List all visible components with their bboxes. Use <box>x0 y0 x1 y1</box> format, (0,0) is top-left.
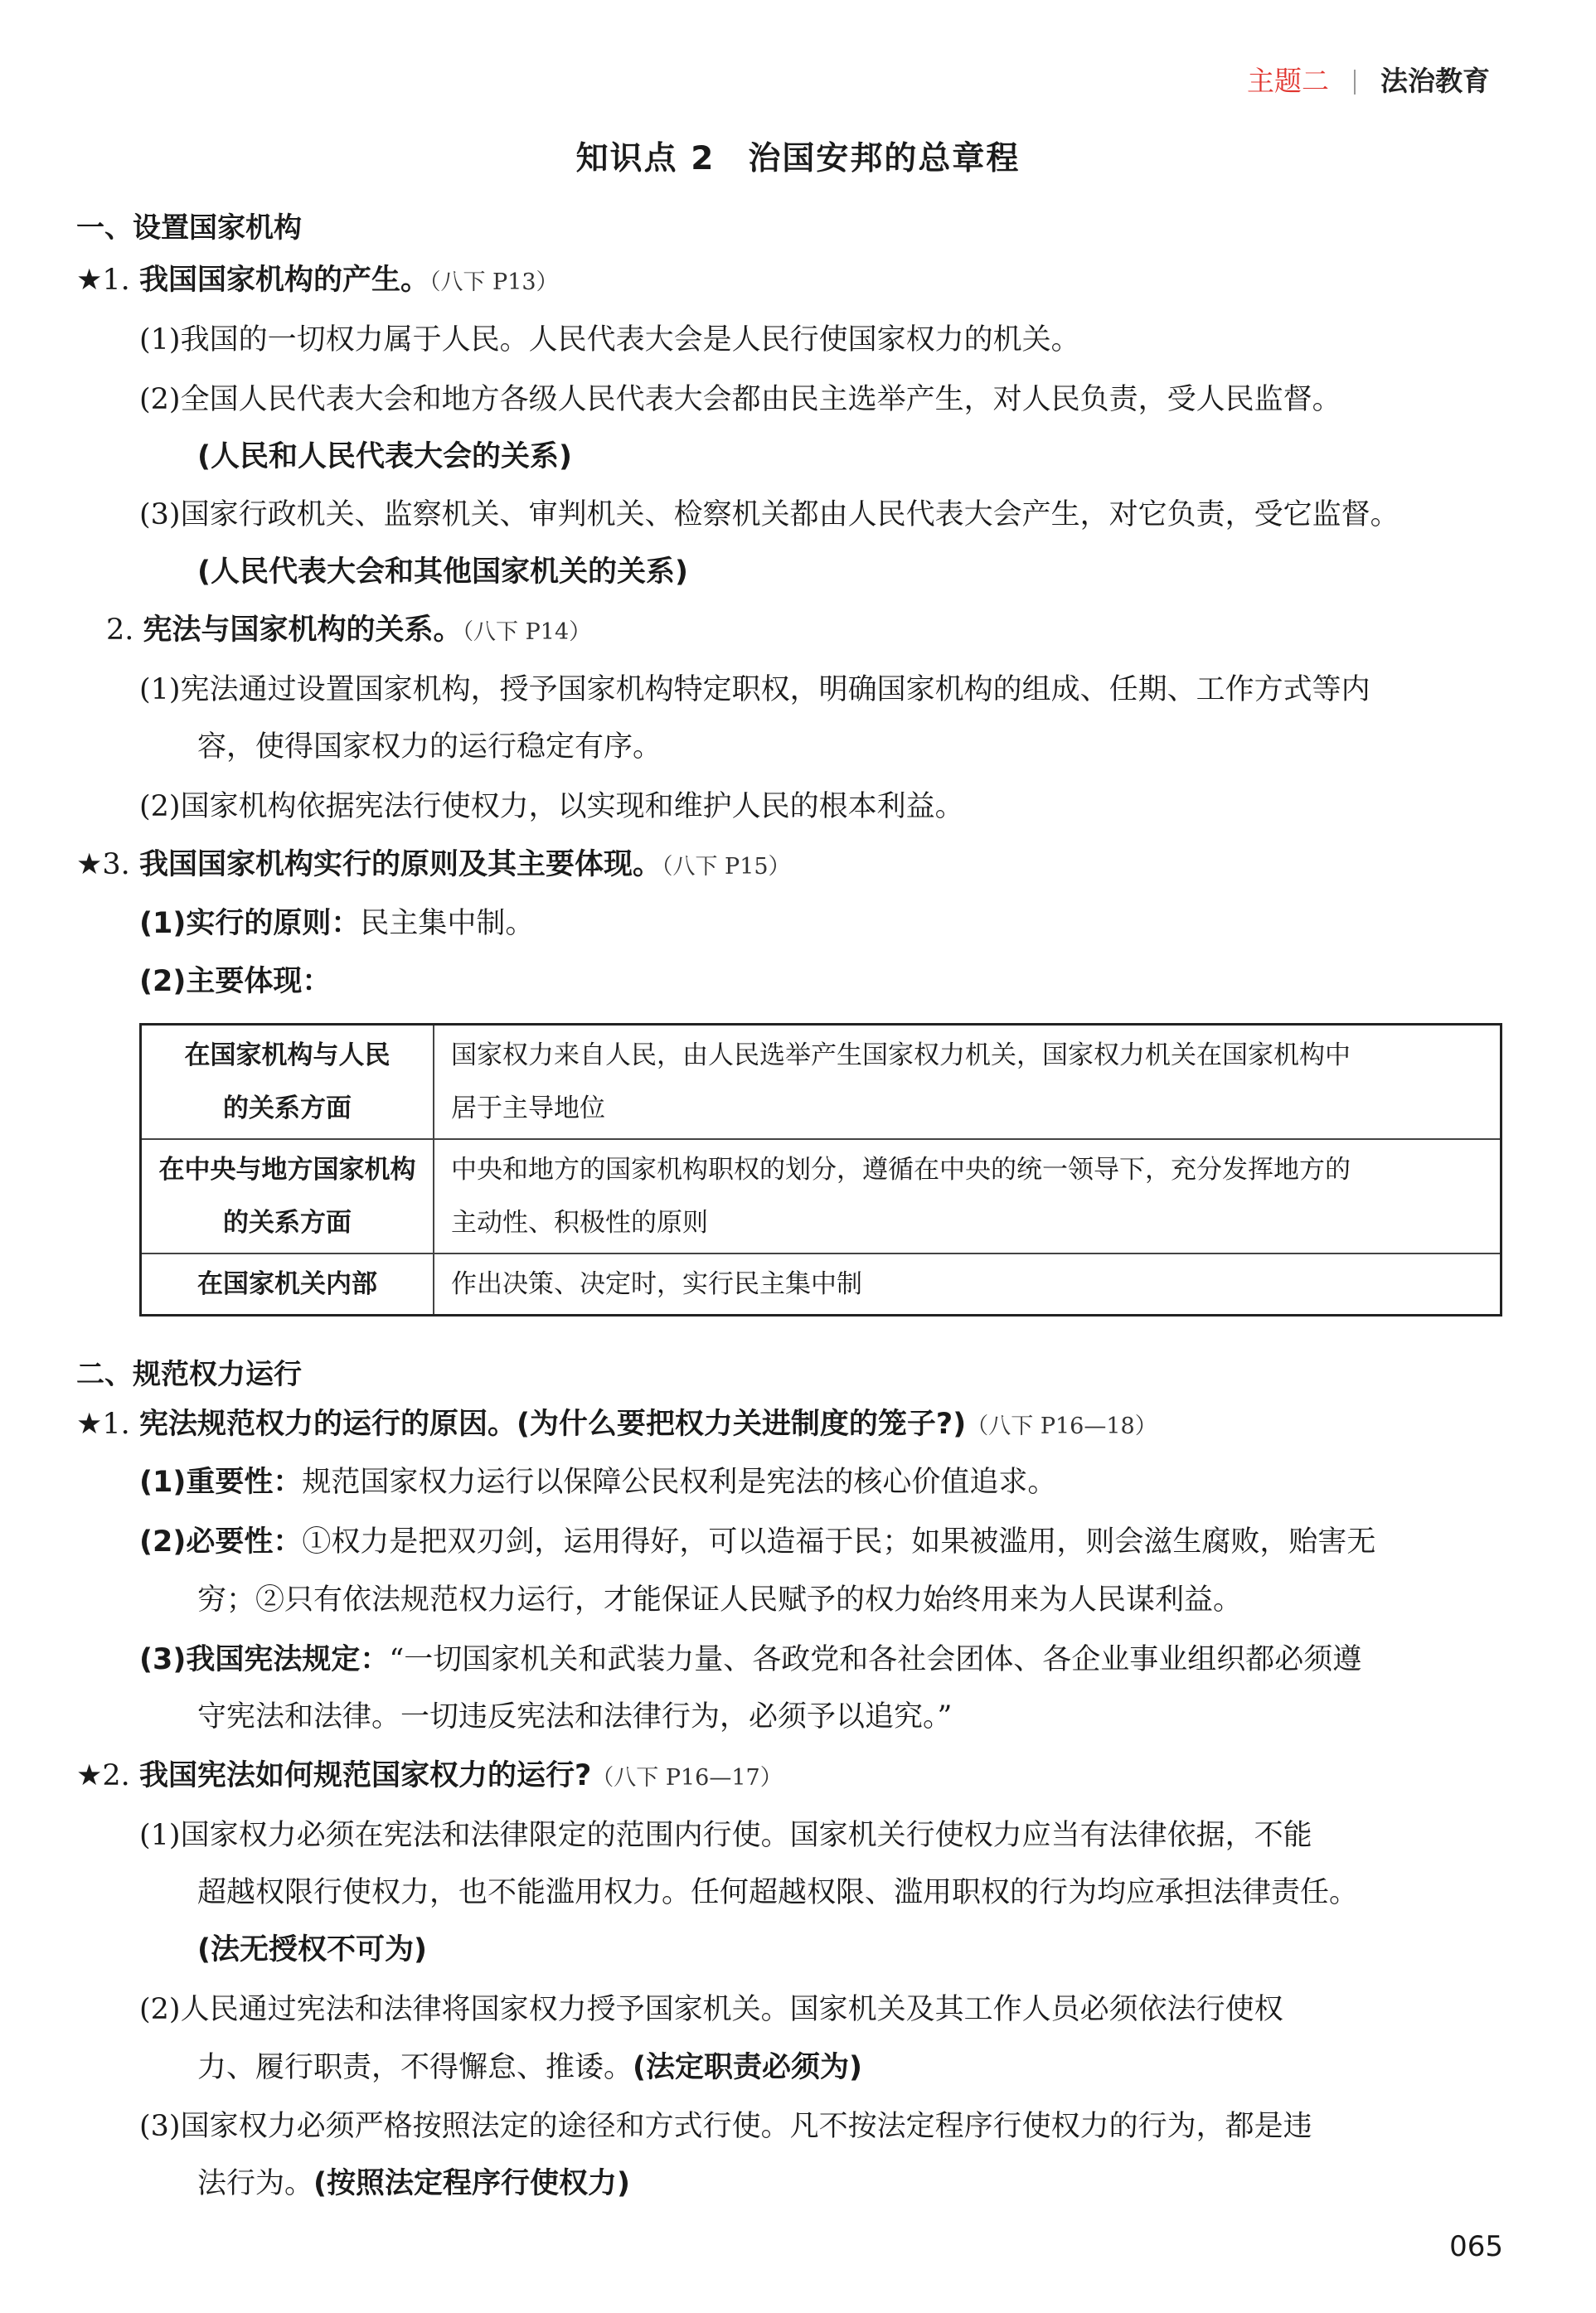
table-row <box>141 1139 1501 1253</box>
point-1-1-2: (2)全国人民代表大会和地方各级人民代表大会都由民主选举产生，对人民负责，受人民监督。 <box>139 383 1341 416</box>
point-2-2-2b: 力、履行职责，不得懈怠、推诿。(法定职责必须为) <box>197 2051 863 2084</box>
table-row-header: 在国家机关内部 <box>141 1253 434 1316</box>
table-row-header: 在中央与地方国家机构 的关系方面 <box>141 1139 434 1253</box>
point-1-2-1a: (1)宪法通过设置国家机构，授予国家机构特定职权，明确国家机构的组成、任期、工作方式等内 <box>139 673 1370 706</box>
table-cell: 作出决策、决定时，实行民主集中制 <box>434 1253 1501 1316</box>
table-row <box>141 1253 1501 1316</box>
question-1-2: 2. 宪法与国家机构的关系。（八下 P14） <box>106 613 592 647</box>
point-2-1-2a: (2)必要性：①权力是把双刃剑，运用得好，可以造福于民；如果被滥用，则会滋生腐败，贻害无 <box>139 1525 1376 1559</box>
question-1-3: ★3. 我国国家机构实行的原则及其主要体现。（八下 P15） <box>76 848 791 881</box>
point-1-3-1: (1)实行的原则：民主集中制。 <box>139 907 535 940</box>
point-1-2-1b: 容，使得国家权力的运行稳定有序。 <box>197 730 662 764</box>
question-2-1: ★1. 宪法规范权力的运行的原因。(为什么要把权力关进制度的笼子?)（八下 P16—18） <box>76 1408 1157 1441</box>
note-1-1-3: (人民代表大会和其他国家机关的关系) <box>197 555 688 589</box>
point-1-1-3: (3)国家行政机关、监察机关、审判机关、检察机关都由人民代表大会产生，对它负责，受它监督。 <box>139 498 1400 531</box>
table-row-header: 在国家机构与人民 的关系方面 <box>141 1025 434 1140</box>
point-2-1-2b: 穷；②只有依法规范权力运行，才能保证人民赋予的权力始终用来为人民谋利益。 <box>197 1583 1243 1617</box>
section-heading-1: 一、设置国家机构 <box>76 211 302 245</box>
running-header <box>1247 60 1490 99</box>
header-subject: 法治教育 <box>1380 65 1490 97</box>
point-2-1-3b: 守宪法和法律。一切违反宪法和法律行为，必须予以追究。” <box>197 1700 953 1734</box>
page-number: 065 <box>1449 2230 1503 2263</box>
point-2-1-1: (1)重要性：规范国家权力运行以保障公民权利是宪法的核心价值追求。 <box>139 1466 1057 1499</box>
header-divider <box>1354 70 1356 95</box>
point-2-2-3b: 法行为。(按照法定程序行使权力) <box>197 2167 631 2200</box>
embodiment-table <box>139 1023 1502 1317</box>
table-row <box>141 1025 1501 1140</box>
point-1-3-2: (2)主要体现： <box>139 965 332 998</box>
point-1-1-1: (1)我国的一切权力属于人民。人民代表大会是人民行使国家权力的机关。 <box>139 323 1080 356</box>
question-2-2: ★2. 我国宪法如何规范国家权力的运行?（八下 P16—17） <box>76 1759 783 1792</box>
table-cell: 中央和地方的国家机构职权的划分，遵循在中央的统一领导下，充分发挥地方的 主动性、积极性的原则 <box>434 1139 1501 1253</box>
point-1-2-2: (2)国家机构依据宪法行使权力，以实现和维护人民的根本利益。 <box>139 790 964 823</box>
table-cell: 国家权力来自人民，由人民选举产生国家权力机关，国家权力机关在国家机构中 居于主导地位 <box>434 1025 1501 1140</box>
question-1-1: ★1. 我国国家机构的产生。（八下 P13） <box>76 264 559 297</box>
point-2-1-3a: (3)我国宪法规定：“一切国家机关和武装力量、各政党和各社会团体、各企业事业组织都必须遵 <box>139 1643 1362 1676</box>
note-2-2-1: (法无授权不可为) <box>197 1933 427 1966</box>
point-2-2-1b: 超越权限行使权力，也不能滥用权力。任何超越权限、滥用职权的行为均应承担法律责任。 <box>197 1876 1359 1909</box>
title-text: 治国安邦的总章程 <box>748 140 1021 177</box>
header-theme: 主题二 <box>1247 65 1329 97</box>
section-heading-2: 二、规范权力运行 <box>76 1358 302 1391</box>
point-2-2-1a: (1)国家权力必须在宪法和法律限定的范围内行使。国家机关行使权力应当有法律依据，不能 <box>139 1819 1312 1852</box>
page-title <box>0 133 1596 179</box>
point-2-2-3a: (3)国家权力必须严格按照法定的途径和方式行使。凡不按法定程序行使权力的行为，都是违 <box>139 2110 1312 2143</box>
title-label: 知识点 2 <box>575 140 716 177</box>
note-1-1-2: (人民和人民代表大会的关系) <box>197 440 572 473</box>
point-2-2-2a: (2)人民通过宪法和法律将国家权力授予国家机关。国家机关及其工作人员必须依法行使权 <box>139 1993 1283 2026</box>
